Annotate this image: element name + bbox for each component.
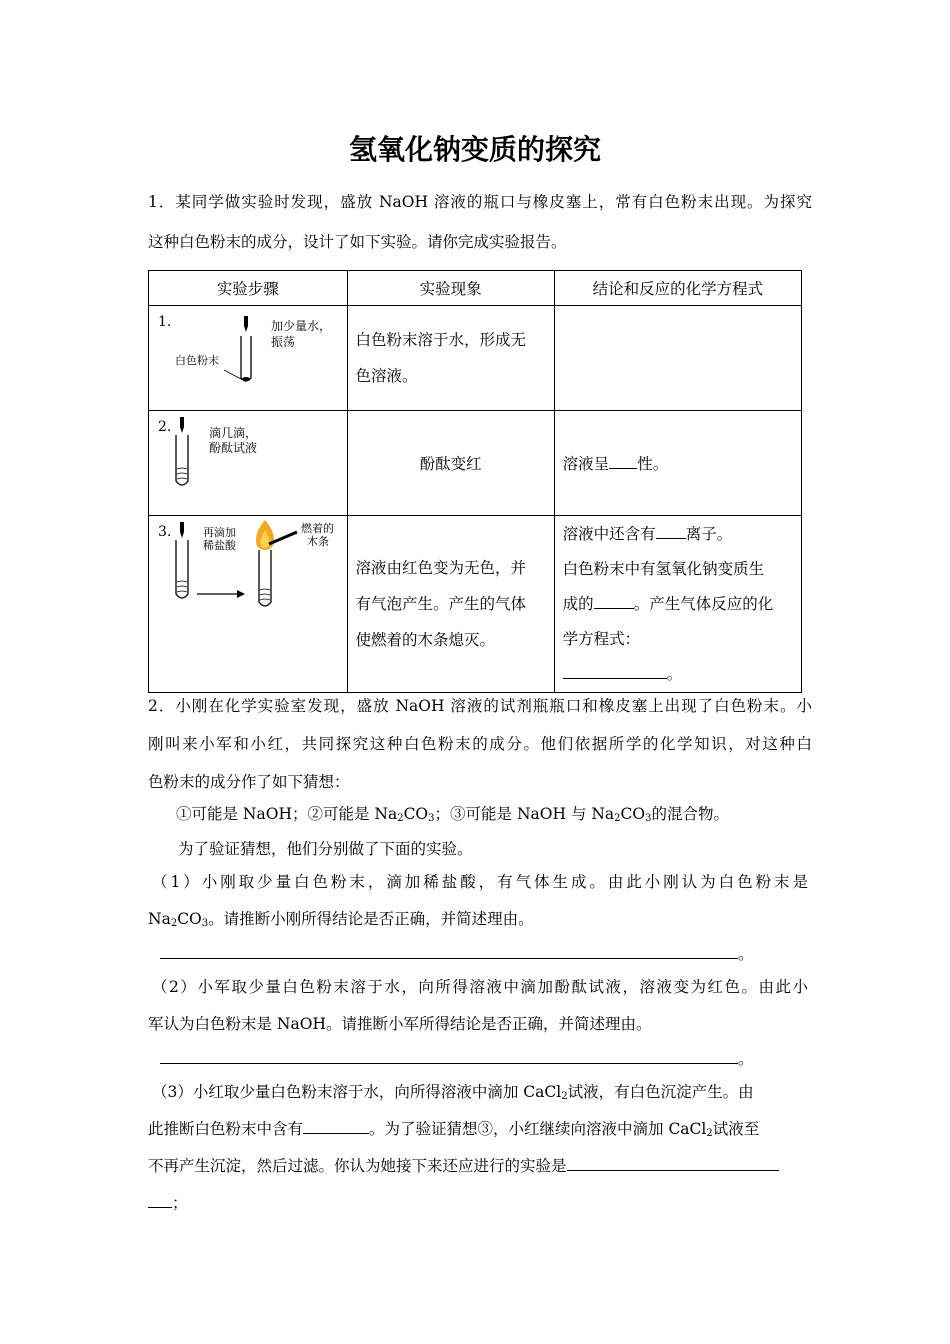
answer-blank[interactable] xyxy=(656,524,686,539)
step3-conc-l3: 成的 。产生气体反应的化 xyxy=(562,594,774,613)
answer-line[interactable] xyxy=(160,1049,738,1064)
step3-label-acid-l2: 稀盐酸 xyxy=(203,539,236,552)
step3-diagram xyxy=(149,516,348,693)
step1-label-powder: 白色粉末 xyxy=(175,354,219,367)
step3-phenomenon-l2: 有气泡产生。产生的气体 xyxy=(355,595,527,613)
q2-text-line2: 刚叫来小军和小红，共同探究这种白色粉末的成分。他们依据所学的化学知识，对这种白 xyxy=(148,735,812,753)
header-steps: 实验步骤 xyxy=(149,271,348,306)
step3-number: 3. xyxy=(158,524,172,540)
step1-phenomenon-l1: 白色粉末溶于水，形成无 xyxy=(355,331,527,349)
answer-blank[interactable] xyxy=(594,594,634,609)
step2-label-l1: 滴几滴， xyxy=(209,426,258,440)
step2-phenomenon: 酚酞变红 xyxy=(347,411,554,516)
q1-text-line2: 这种白色粉末的成分，设计了如下实验。请你完成实验报告。 xyxy=(148,233,567,251)
answer-blank[interactable] xyxy=(303,1119,369,1134)
step1-phenomenon-l2: 色溶液。 xyxy=(355,367,418,385)
step2-conc-post: 性。 xyxy=(637,455,669,473)
q1-text-line1: 1．某同学做实验时发现，盛放 NaOH 溶液的瓶口与橡皮塞上，常有白色粉末出现。为探究 xyxy=(148,193,812,211)
test-tube-icon xyxy=(176,540,188,598)
step3-conc-l4: 学方程式： xyxy=(562,629,641,648)
step3-conclusion xyxy=(554,516,801,693)
answer-line[interactable] xyxy=(567,1156,779,1171)
table-row xyxy=(149,411,802,516)
q2-part3-line2: 此推断白色粉末中含有 。为了验证猜想③，小红继续向溶液中滴加 CaCl$_2$试液至 xyxy=(148,1120,760,1139)
q2-part1-line1: （1）小刚取少量白色粉末，滴加稀盐酸，有气体生成。由此小刚认为白色粉末是 xyxy=(152,873,808,891)
step3-phenomenon-l3: 使燃着的木条熄灭。 xyxy=(355,631,496,649)
dropper-icon xyxy=(244,316,248,326)
q2-part2-answer: 。 xyxy=(160,1047,824,1069)
test-tube-icon xyxy=(176,435,188,485)
step3-label-acid-l1: 再滴加 xyxy=(203,526,236,539)
step3-conc-l2: 白色粉末中有氢氧化钠变质生 xyxy=(562,559,765,578)
page-title: 氢氧化钠变质的探究 xyxy=(348,133,601,166)
dropper-icon xyxy=(180,417,184,427)
answer-line[interactable] xyxy=(148,1193,172,1208)
step3-conc-l1: 溶液中还含有 离子。 xyxy=(562,524,733,543)
step1-diagram xyxy=(149,306,348,411)
table-row xyxy=(149,516,802,693)
step3-apparatus-diagram xyxy=(149,516,349,692)
step1-conclusion xyxy=(554,306,801,411)
step3-label-stick-l2: 木条 xyxy=(307,535,329,548)
q2-part2-line1: （2）小军取少量白色粉末溶于水，向所得溶液中滴加酚酞试液，溶液变为红色。由此小 xyxy=(152,978,808,996)
answer-blank[interactable] xyxy=(563,664,667,679)
step1-phenomenon xyxy=(347,306,554,411)
step1-label-add: 加少量水， xyxy=(271,319,332,333)
dropper-icon xyxy=(180,522,184,532)
answer-line[interactable] xyxy=(160,944,738,959)
step3-label-stick-l1: 燃着的 xyxy=(301,522,334,535)
step2-test-tube-diagram xyxy=(149,411,349,515)
q2-part3-line4: ； xyxy=(148,1191,812,1213)
q2-part3-line3: 不再产生沉淀，然后过滤。你认为她接下来还应进行的实验是 xyxy=(148,1154,812,1176)
header-conclusion: 结论和反应的化学方程式 xyxy=(554,271,801,306)
test-tube-icon xyxy=(259,550,271,606)
step2-number: 2. xyxy=(158,419,172,435)
q2-text-line3: 色粉末的成分作了如下猜想： xyxy=(148,773,350,791)
table-header-row xyxy=(149,271,802,306)
step1-number: 1. xyxy=(158,314,172,330)
step1-test-tube-diagram xyxy=(149,306,349,410)
q2-part1-answer: 。 xyxy=(160,942,824,964)
test-tube-icon xyxy=(241,336,251,381)
q2-text-line1: 2．小刚在化学实验室发现，盛放 NaOH 溶液的试剂瓶瓶口和橡皮塞上出现了白色粉末。小 xyxy=(148,697,812,715)
q2-part1-line2: $Na_2CO_3$。请推断小刚所得结论是否正确，并简述理由。 xyxy=(148,910,534,929)
table-row xyxy=(149,306,802,411)
step1-label-shake: 振荡 xyxy=(271,335,296,349)
q2-part2-line2: 军认为白色粉末是 NaOH。请推断小军所得结论是否正确，并简述理由。 xyxy=(148,1015,652,1033)
step2-label-l2: 酚酞试液 xyxy=(209,441,258,455)
experiment-table xyxy=(148,270,802,693)
step3-phenomenon xyxy=(347,516,554,693)
answer-blank[interactable] xyxy=(609,454,637,469)
q2-verify: 为了验证猜想，他们分别做了下面的实验。 xyxy=(178,840,473,858)
step3-conc-l5: 。 xyxy=(563,657,793,692)
header-phenomenon: 实验现象 xyxy=(347,271,554,306)
step2-conclusion xyxy=(554,411,801,516)
q2-part3-line1: （3）小红取少量白色粉末溶于水，向所得溶液中滴加 CaCl$_2$试液，有白色沉淀产生。由 xyxy=(152,1083,754,1102)
step3-phenomenon-l1: 溶液由红色变为无色，并 xyxy=(355,559,527,577)
q2-guesses: ①可能是 NaOH；②可能是 $Na_2CO_3$；③可能是 NaOH 与 $Na_2CO_3$的混合物。 xyxy=(176,805,729,824)
step2-conc-pre: 溶液呈 xyxy=(562,455,610,473)
step2-diagram xyxy=(149,411,348,516)
